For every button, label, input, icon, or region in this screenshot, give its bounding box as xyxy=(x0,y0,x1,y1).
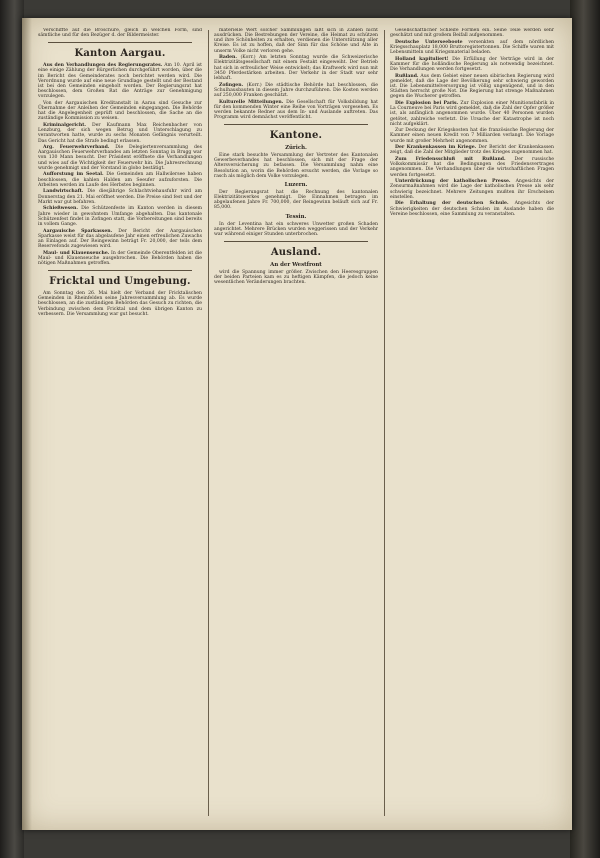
article-text: Angesichts der Schwierigkeiten der deutschen Schulen im Auslande haben die Vereine beschlossen, eine Sammlung zu veranstalten. xyxy=(390,201,554,217)
col1-article-list xyxy=(38,63,202,266)
article-text: Am 10. April ist eine einige Zählung der Bürgerlichen durchgeführt worden, über die im Bericht des Gemeinderates noch berichtet werden wird. Die Verordnung wurde auf eine neue Grundlage gestellt und der Bestand ist bei den Gemeinden eingeholt worden. Der Regierungsrat hat beschlossen, dem Großen Rat die Anträge zur Genehmigung vorzulegen. xyxy=(38,63,202,100)
article-paragraph xyxy=(390,28,554,38)
article-lead: Der Krankenkassen im Kriege. xyxy=(395,145,477,151)
article-lead: Zofingen. xyxy=(219,82,244,88)
article-paragraph xyxy=(38,63,202,99)
article-paragraph xyxy=(38,206,202,227)
article-paragraph xyxy=(38,123,202,144)
article-paragraph xyxy=(390,40,554,55)
column-1 xyxy=(38,28,202,818)
luzern-paragraph: Der Regierungsrat hat die Rechnung des kantonalen Elektrizitätswerkes genehmigt. Die Einnahmen betrugen im abgelaufenen Jahre Fr. 700,000, der Reingewinn beläuft sich auf Fr. 85,000. xyxy=(214,189,378,211)
article-lead: Kriminalgericht. xyxy=(43,123,86,129)
column-2 xyxy=(214,28,378,818)
book-edge-left xyxy=(0,0,24,858)
article-text: Die Gemeinden am Hallwilersee haben beschlossen, die kahlen Halden am Seeufer aufzuforsten. Die Arbeiten werden im Laufe des Herbstes beginnen. xyxy=(38,172,202,188)
article-lead: Holland kapituliert! xyxy=(395,56,449,62)
divider xyxy=(224,241,368,242)
article-text: versenkten auf dem nördlichen Kriegsschauplatz 18,000 Bruttoregistertonnen. Die Schiffe waren mit Lebensmitteln und Kriegsmaterial beladen. xyxy=(390,39,554,56)
article-lead: Arg. Feuerwehrverband. xyxy=(43,145,110,151)
article-text: Zur Explosion einer Munitionsfabrik in La Courneuve bei Paris wird gemeldet, daß die Zahl der Opfer größer ist, als anfänglich angenommen wurde. Über 40 Personen wurden getötet, zahlreiche verletzt. Die Ursache der Katastrophe ist noch nicht aufgeklärt. xyxy=(390,101,554,127)
article-text: Der Kaufmann Max Reichenbacher von Lenzburg, der sich wegen Betrug und Unterschlagung zu verantworten hatte, wurde zu sechs Monaten Gefängnis verurteilt. Das Gericht hat die Strafe bedingt erlassen. xyxy=(38,123,202,144)
article-text: Die diesjährige Schlachtviehausfuhr wird am Donnerstag den 21. Mai eröffnet werden. Die Preise sind fest und der Markt war gut befahren. xyxy=(38,189,202,205)
article-paragraph xyxy=(38,101,202,122)
article-lead: Schießwesen. xyxy=(43,206,78,212)
article-text: Der russische Volkskommissär hat die Bedingungen des Friedensvertrages angenommen. Die Verhandlungen über die wirtschaftlichen Fragen werden fortgesetzt. xyxy=(390,157,554,178)
article-text: materielle Wert solcher Sammlungen läßt sich in Zahlen nicht ausdrücken. Die Bestrebungen der Vereine, die Heimat zu schützen und ihre Schönheiten zu erhalten, verdienen die Unterstützung aller Kreise. Es ist zu hoffen, daß der Sinn für das Schöne und Alte in unserm Volke nicht verloren gehe. xyxy=(214,28,378,54)
intro-paragraph: Verschiffte auf die Broschüre, gleich in welchen Form, sind sämtliche und für den Bezüger d. der Bildermeister. xyxy=(38,28,202,39)
subhead-zurich: Zürich. xyxy=(285,145,307,152)
tessin-paragraph: In der Leventina hat ein schweres Unwetter großen Schaden angerichtet. Mehrere Brücken wurden weggerissen und der Verkehr war während einiger Stunden unterbrochen. xyxy=(214,221,378,237)
divider xyxy=(224,124,368,125)
article-lead: Aargauische Sparkassen. xyxy=(43,228,113,234)
article-lead: Zum Friedensschluß mit Rußland. xyxy=(395,157,506,163)
column-3 xyxy=(390,28,554,818)
article-text: Von der Aargauischen Kreditanstalt in Aarau sind Gesuche zur Übernahme der Anleihen der Gemeinden eingegangen. Die Behörde hat die Angelegenheit geprüft und beschlossen, die Sache an die zuständige Kommission zu weisen. xyxy=(38,100,202,122)
divider xyxy=(48,270,192,271)
article-lead: Baden. xyxy=(219,55,237,61)
article-paragraph xyxy=(390,57,554,72)
section-title-ausland: Ausland. xyxy=(270,247,322,259)
article-lead: Rußland. xyxy=(395,73,419,79)
article-lead: Deutsche Unterseeboote xyxy=(395,39,463,45)
article-lead: Die Explosion bei Paris. xyxy=(395,101,459,107)
article-text: In der Gemeinde Oberentfelden ist die Maul- und Klauenseuche ausgebrochen. Die Behörden haben die nötigen Maßnahmen getroffen. xyxy=(38,250,202,266)
article-text: Die Delegiertenversammlung des Aargauischen Feuerwehrverbandes am letzten Sonntag in Brugg war von 130 Mann besucht. Der Präsident eröffnete die Verhandlungen und wies auf die Wichtigkeit der Feuerwehr hin. Die Jahresrechnung wurde genehmigt und der Vorstand in globo bestätigt. xyxy=(38,145,202,171)
article-paragraph xyxy=(38,229,202,250)
book-edge-right xyxy=(570,0,600,858)
westfront-paragraph: wird die Spannung immer größer. Zwischen den Heeresgruppen der beiden Parteien kam es zu heftigen Kämpfen, die jedoch keine wesentlichen Veränderungen brachten. xyxy=(214,270,378,286)
article-paragraph xyxy=(390,74,554,100)
column-rule xyxy=(384,30,385,816)
article-lead: Aus den Verhandlungen des Regierungsrates. xyxy=(43,63,163,69)
section-title-kantone: Kantone. xyxy=(269,130,323,142)
article-paragraph xyxy=(38,172,202,187)
article-paragraph xyxy=(390,145,554,155)
column-rule xyxy=(208,30,209,816)
article-paragraph xyxy=(390,179,554,200)
article-paragraph xyxy=(214,55,378,81)
article-paragraph xyxy=(38,145,202,171)
article-lead: Kulturelle Mitteilungen. xyxy=(219,99,284,105)
article-paragraph xyxy=(38,251,202,266)
article-paragraph xyxy=(214,83,378,98)
article-lead: Landwirtschaft. xyxy=(43,189,84,195)
article-text: Aus dem Gebiet einer neuen sibirischen Regierung wird gemeldet, daß die Lage der Bevölkerung sehr schwierig geworden ist. Die Lebensmittelversorgung ist völlig ungenügend, und in den Städten herrscht große Not. Die Regierung hat strenge Maßnahmen gegen die Wucherer getroffen. xyxy=(390,73,554,100)
fricktal-paragraph: Am Sonntag den 26. Mai hielt der Verband der Fricktalischen Gemeinden in Rheinfelden seine Jahresversammlung ab. Es wurde beschlossen, an die zuständigen Behörden das Gesuch zu richten, die Verbindung zwischen dem Fricktal und dem übrigen Kanton zu verbessern. Die Versammlung war gut besucht. xyxy=(38,291,202,317)
article-text: Angesichts der Zensurmaßnahmen wird die Lage der katholischen Presse als sehr schwierig bezeichnet. Mehrere Zeitungen mußten ihr Erscheinen einstellen. xyxy=(390,179,554,200)
article-paragraph xyxy=(214,28,378,54)
article-text: Der Bericht der Krankenkassen zeigt, daß die Zahl der Mitglieder trotz des Krieges zugenommen hat. xyxy=(390,145,554,156)
page-gutter-shadow xyxy=(22,18,32,830)
article-text: Die Erfüllung der Verträge wird in der Kammer für die holländische Regierung als notwendig bezeichnet. Die Verhandlungen werden fortgesetzt. xyxy=(390,56,554,73)
article-paragraph xyxy=(390,101,554,127)
article-text: Die Schützenfeste im Kanton werden in diesem Jahre wieder in gewohntem Umfange abgehalten. Das kantonale Schützenfest findet in Zofingen statt, die Vorbereitungen sind bereits in vollem Gange. xyxy=(38,206,202,227)
article-text: Gesellschaftlicher Schleife Formen ein. Seine Teile werden sehr geschätzt und mit großem Beifall aufgenommen. xyxy=(390,28,554,39)
section-title-fricktal: Fricktal und Umgebung. xyxy=(49,276,191,288)
article-paragraph xyxy=(390,201,554,216)
article-text: Zur Deckung der Kriegskosten hat die französische Regierung der Kammer einen neuen Kredit von 7 Milliarden verlangt. Die Vorlage wurde mit großer Mehrheit angenommen. xyxy=(390,128,554,144)
subhead-luzern: Luzern. xyxy=(284,181,308,188)
article-text: (Korr.) Am letzten Sonntag wurde die Schweizerische Elektrizitätsgesellschaft mit einem Festakt eingeweiht. Der Betrieb hat sich in erfreulicher Weise entwickelt; das Kraftwerk wird nun mit 3450 Pferdestärken arbeiten. Der Verkehr in der Stadt war sehr lebhaft. xyxy=(214,55,378,81)
article-text: (Korr.) Die städtische Behörde hat beschlossen, die Schulhausbauten in diesem Jahre durchzuführen. Die Kosten werden auf 250,000 Franken geschätzt. xyxy=(214,82,378,98)
col2-article-list xyxy=(214,28,378,120)
article-lead: Maul- und Klauenseuche. xyxy=(43,250,110,256)
article-paragraph xyxy=(214,100,378,121)
section-title-aargau: Kanton Aargau. xyxy=(74,48,166,60)
article-text: Der Bericht der Aargauischen Sparkasse weist für das abgelaufene Jahr einen erfreulichen Zuwachs an Einlagen auf. Der Reingewinn beträgt Fr. 20,000, der teils dem Reservefonds zugewiesen wird. xyxy=(38,228,202,249)
article-lead: Aufforstung im Seetal. xyxy=(43,172,104,178)
article-lead: Unterdrückung der katholischen Presse. xyxy=(395,179,511,185)
article-paragraph xyxy=(390,128,554,143)
subhead-westfront: An der Westfront xyxy=(270,262,322,269)
subhead-tessin: Tessin. xyxy=(285,213,307,220)
article-paragraph xyxy=(38,189,202,204)
zurich-paragraph: Eine stark besuchte Versammlung der Vertreter des Kantonalen Gewerbeverbandes hat beschlossen, sich mit der Frage der Altersversicherung zu befassen. Die Versammlung nahm eine Resolution an, worin die Behörden ersucht werden, die Vorlage so rasch als möglich dem Volke vorzulegen. xyxy=(214,153,378,179)
article-text: Die Gesellschaft für Volksbildung hat für den kommenden Winter eine Reihe von Vorträgen vorgesehen. Es werden bekannte Redner aus dem In- und Auslande auftreten. Das Programm wird demnächst veröffentlicht. xyxy=(214,99,378,120)
newspaper-page xyxy=(22,18,572,830)
divider xyxy=(48,42,192,43)
article-lead: Die Erhaltung der deutschen Schule. xyxy=(395,201,509,207)
article-paragraph xyxy=(390,157,554,178)
col3-article-list xyxy=(390,28,554,217)
